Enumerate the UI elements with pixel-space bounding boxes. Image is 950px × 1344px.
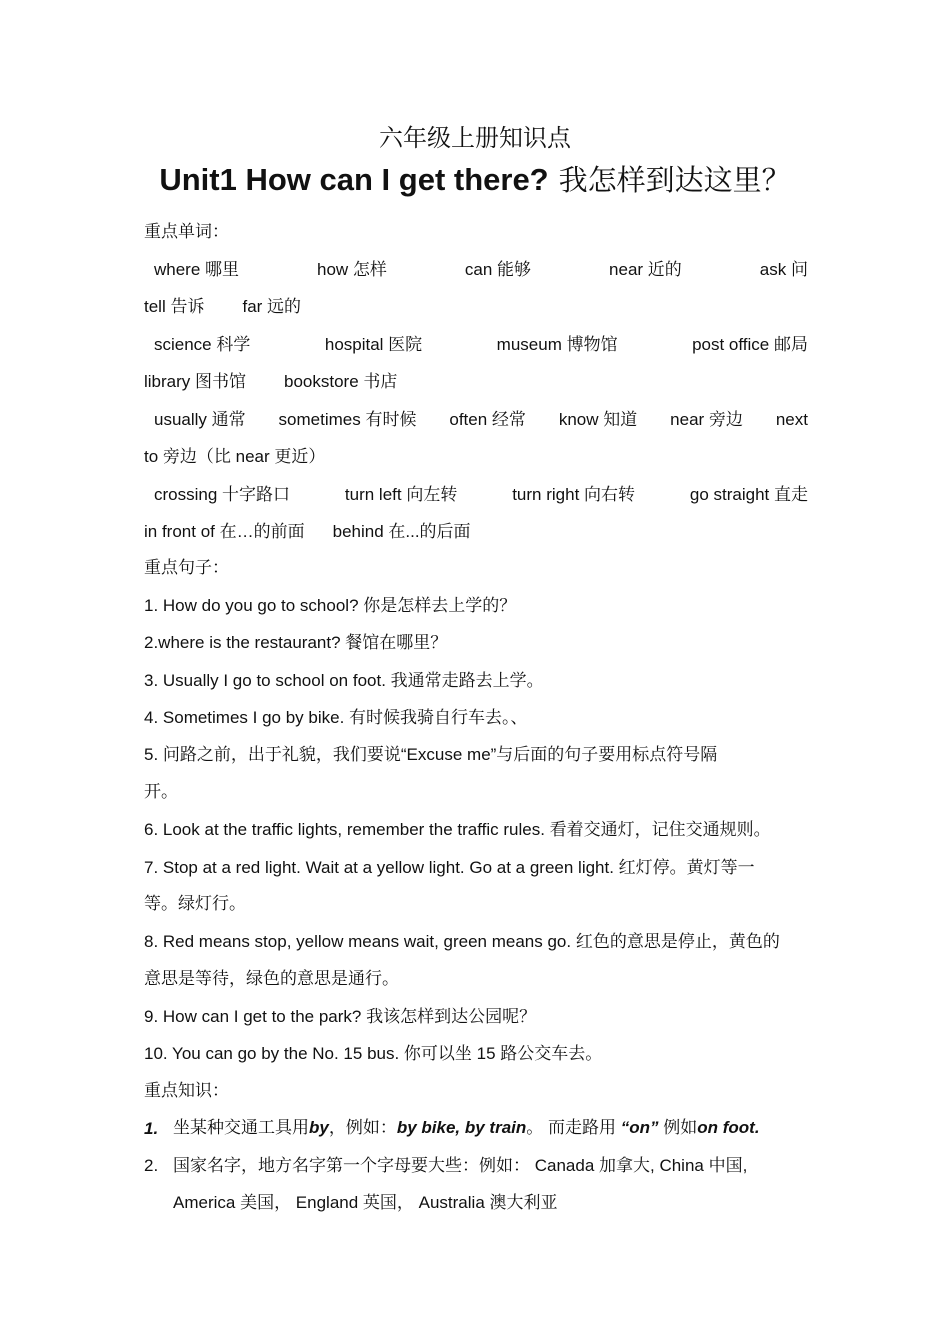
document-title: 六年级上册知识点 — [379, 124, 571, 152]
vocab-entry: library 图书馆 — [144, 372, 247, 391]
sentence-line: 等。绿灯行。 — [144, 894, 246, 913]
vocab-heading: 重点单词： — [144, 222, 229, 241]
k1-text-h: on foot. — [697, 1118, 760, 1137]
vocab-entry: turn left 向左转 — [344, 485, 458, 504]
vocab-row — [144, 408, 808, 432]
knowledge-item-2-line-1: 国家名字，地方名字第一个字母要大些：例如： Canada 加拿大, China 中国, — [173, 1156, 748, 1175]
sentence-line: 2.where is the restaurant? 餐馆在哪里？ — [144, 633, 448, 652]
k1-text-f: “on” — [620, 1118, 659, 1137]
sentence-line: 8. Red means stop, yellow means wait, green means go. 红色的意思是停止，黄色的 — [144, 932, 780, 951]
knowledge-item-2-line-2: America 美国， England 英国， Australia 澳大利亚 — [173, 1193, 558, 1212]
vocab-entry: to 旁边（比 near 更近） — [144, 447, 326, 466]
vocab-row — [144, 370, 808, 394]
vocab-entry: usually 通常 — [154, 410, 246, 429]
vocab-entry: near 旁边 — [670, 410, 743, 429]
vocab-entry: can 能够 — [464, 260, 532, 279]
vocab-entry: know 知道 — [558, 410, 638, 429]
knowledge-heading: 重点知识： — [144, 1081, 229, 1100]
sentence-line: 5. 问路之前，出于礼貌，我们要说“Excuse me”与后面的句子要用标点符号隔 — [144, 745, 718, 764]
vocab-entry: in front of 在…的前面 — [144, 522, 305, 541]
vocab-entry: hospital 医院 — [324, 335, 423, 354]
vocab-entry: sometimes 有时候 — [278, 410, 417, 429]
sentence-line: 10. You can go by the No. 15 bus. 你可以坐 15 路公交车去。 — [144, 1044, 603, 1063]
sentences-heading: 重点句子： — [144, 558, 229, 577]
vocab-entry: post office 邮局 — [692, 335, 808, 354]
vocab-entry: far 远的 — [242, 297, 302, 316]
vocab-entry: next — [775, 410, 808, 429]
vocab-entry: crossing 十字路口 — [154, 485, 291, 504]
k1-text-d: by bike, by train — [396, 1118, 527, 1137]
vocab-row — [144, 333, 808, 357]
vocab-entry: museum 博物馆 — [496, 335, 618, 354]
sentence-line: 6. Look at the traffic lights, remember the traffic rules. 看着交通灯，记住交通规则。 — [144, 820, 771, 839]
knowledge-item-2-number: 2. — [144, 1156, 159, 1175]
unit-title — [0, 158, 950, 199]
vocab-entry: where 哪里 — [154, 260, 240, 279]
vocab-row — [144, 520, 808, 544]
k1-text-g: 例如 — [658, 1118, 698, 1137]
sentence-line: 7. Stop at a red light. Wait at a yellow light. Go at a green light. 红灯停。黄灯等一 — [144, 858, 755, 877]
vocab-row — [144, 258, 808, 282]
unit-title-en: Unit1 How can I get there? — [159, 162, 549, 197]
vocab-entry: how 怎样 — [317, 260, 387, 279]
k1-text-a: 坐某种交通工具用 — [173, 1118, 309, 1137]
vocab-entry: turn right 向右转 — [512, 485, 636, 504]
sentence-line: 开。 — [144, 782, 178, 801]
vocab-entry: tell 告诉 — [144, 297, 205, 316]
unit-title-zh: 我怎样到达这里？ — [558, 163, 791, 197]
knowledge-item-1 — [173, 1116, 809, 1140]
sentence-line: 1. How do you go to school? 你是怎样去上学的？ — [144, 596, 517, 615]
sentence-line: 意思是等待，绿色的意思是通行。 — [144, 969, 399, 988]
k1-text-b: by — [309, 1118, 329, 1137]
vocab-row — [144, 445, 808, 469]
vocab-entry: near 近的 — [609, 260, 682, 279]
vocab-row — [144, 483, 808, 507]
knowledge-item-1-number: 1. — [144, 1119, 159, 1138]
k1-text-e: 。 而走路用 — [526, 1118, 621, 1137]
vocab-row — [144, 295, 808, 319]
sentence-line: 9. How can I get to the park? 我该怎样到达公园呢？ — [144, 1007, 537, 1026]
vocab-entry: science 科学 — [154, 335, 251, 354]
vocab-entry: behind 在...的后面 — [332, 522, 471, 541]
sentence-line: 4. Sometimes I go by bike. 有时候我骑自行车去。、 — [144, 708, 528, 727]
vocab-entry: bookstore 书店 — [284, 372, 398, 391]
sentence-line: 3. Usually I go to school on foot. 我通常走路去上学。 — [144, 671, 544, 690]
vocab-entry: often 经常 — [449, 410, 526, 429]
k1-text-c: ，例如： — [328, 1118, 397, 1137]
vocab-entry: go straight 直走 — [689, 485, 808, 504]
vocab-entry: ask 问 — [759, 260, 808, 279]
